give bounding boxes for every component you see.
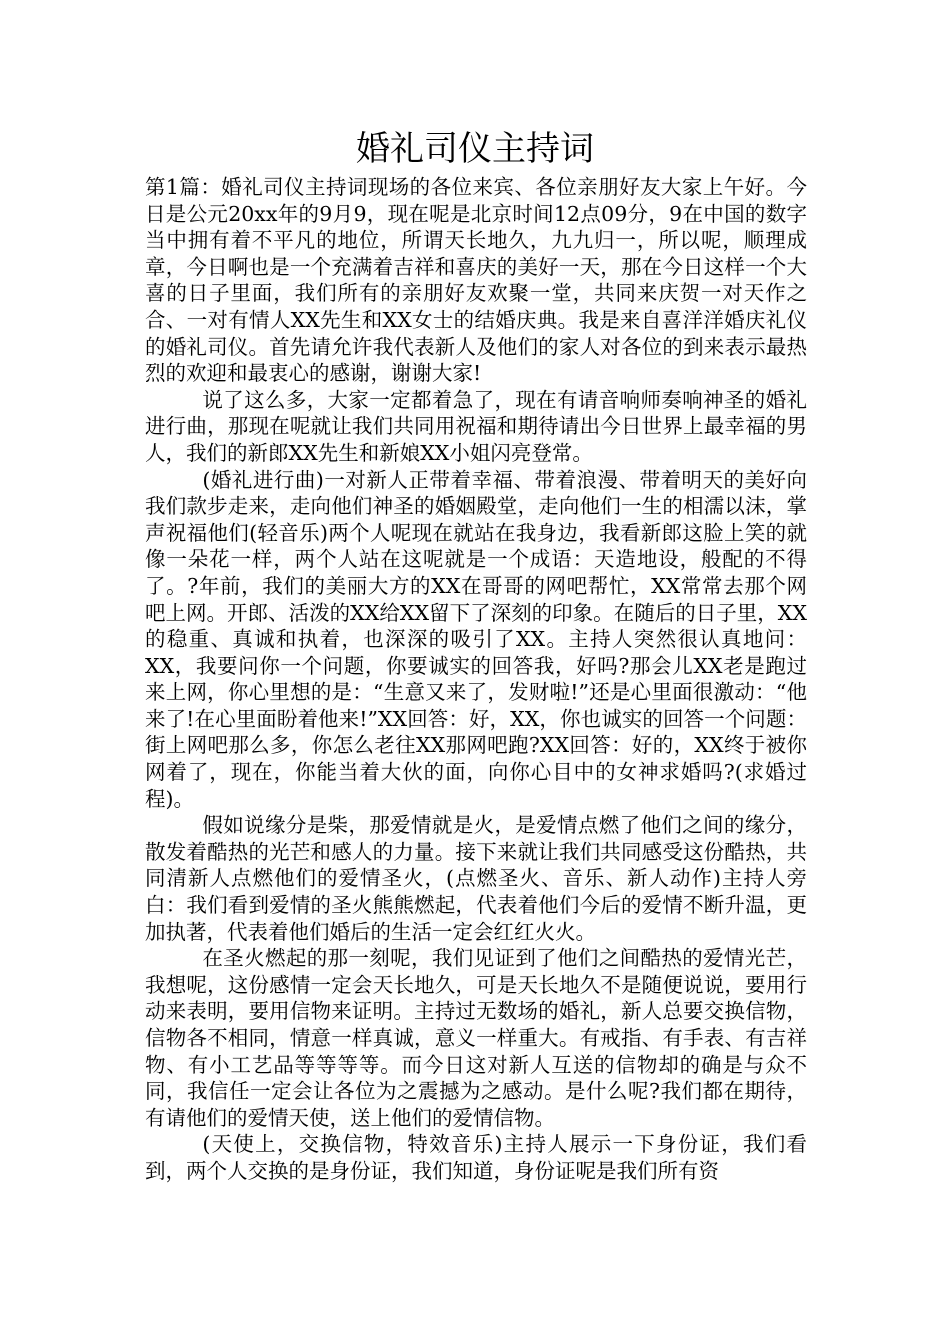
paragraph-4: 假如说缘分是柴，那爱情就是火，是爱情点燃了他们之间的缘分，散发着酷热的光芒和感人的力量。接下来就让我们共同感受这份酷热，共同清新人点燃他们的爱情圣火，(点燃圣火、音乐、新人动作)主持人旁白：我们看到爱情的圣火熊熊燃起，代表着他们今后的爱情不断升温，更加执著，代表着他们婚后的生活一定会红红火火。 <box>145 813 807 944</box>
document-body <box>145 174 807 1185</box>
paragraph-1: 第1篇：婚礼司仪主持词现场的各位来宾、各位亲朋好友大家上午好。今日是公元20xx年的9月9，现在呢是北京时间12点09分，9在中国的数字当中拥有着不平凡的地位，所谓天长地久，九九归一，所以呢，顺理成章，今日啊也是一个充满着吉祥和喜庆的美好一天，那在今日这样一个大喜的日子里面，我们所有的亲朋好友欢聚一堂，共同来庆贺一对天作之合、一对有情人XX先生和XX女士的结婚庆典。我是来自喜洋洋婚庆礼仪的婚礼司仪。首先请允许我代表新人及他们的家人对各位的到来表示最热烈的欢迎和最衷心的感谢，谢谢大家! <box>145 175 807 386</box>
document-title: 婚礼司仪主持词 <box>356 129 594 169</box>
paragraph-6: (天使上，交换信物，特效音乐)主持人展示一下身份证，我们看到，两个人交换的是身份证，我们知道，身份证呢是我们所有资 <box>145 1132 807 1183</box>
paragraph-5: 在圣火燃起的那一刻呢，我们见证到了他们之间酷热的爱情光芒，我想呢，这份感情一定会天长地久，可是天长地久不是随便说说，要用行动来表明，要用信物来证明。主持过无数场的婚礼，新人总要交换信物，信物各不相同，情意一样真诚，意义一样重大。有戒指、有手表、有吉祥物、有小工艺品等等等等。而今日这对新人互送的信物却的确是与众不同，我信任一定会让各位为之震撼为之感动。是什么呢?我们都在期待，有请他们的爱情天使，送上他们的爱情信物。 <box>145 946 807 1130</box>
paragraph-2: 说了这么多，大家一定都着急了，现在有请音响师奏响神圣的婚礼进行曲，那现在呢就让我们共同用祝福和期待请出今日世界上最幸福的男人，我们的新郎XX先生和新娘XX小姐闪亮登常。 <box>145 387 807 465</box>
paragraph-3: (婚礼进行曲)一对新人正带着幸福、带着浪漫、带着明天的美好向我们款步走来，走向他们神圣的婚姻殿堂，走向他们一生的相濡以沫，掌声祝福他们(轻音乐)两个人呢现在就站在我身边，我看新郎这脸上笑的就像一朵花一样，两个人站在这呢就是一个成语：天造地设，般配的不得了。?年前，我们的美丽大方的XX在哥哥的网吧帮忙，XX常常去那个网吧上网。开郎、活泼的XX给XX留下了深刻的印象。在随后的日子里，XX的稳重、真诚和执着，也深深的吸引了XX。主持人突然很认真地问：XX，我要问你一个问题，你要诚实的回答我，好吗?那会儿XX老是跑过来上网，你心里想的是：“生意又来了，发财啦!”还是心里面很激动：“他来了!在心里面盼着他来!”XX回答：好，XX，你也诚实的回答一个问题：街上网吧那么多，你怎么老往XX那网吧跑?XX回答：好的，XX终于被你网着了，现在，你能当着大伙的面，向你心目中的女神求婚吗?(求婚过程)。 <box>145 467 807 811</box>
